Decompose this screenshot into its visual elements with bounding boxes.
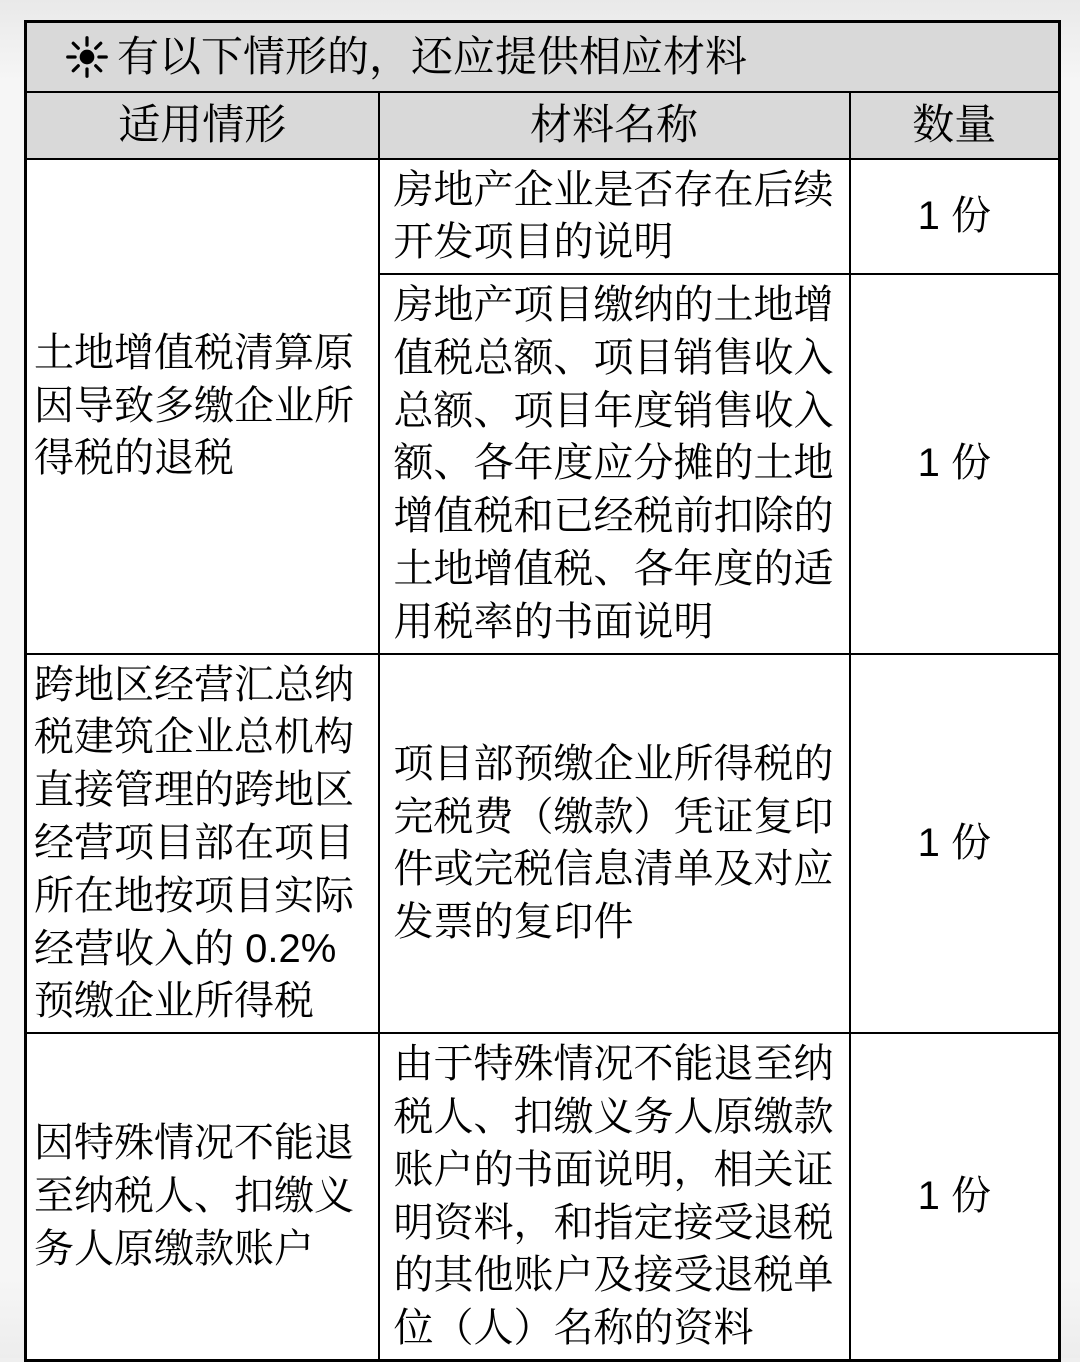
table-row: [26, 1033, 1060, 1360]
header-quantity: 数量: [850, 92, 1060, 159]
table-header-row: [26, 92, 1060, 159]
table-row: [26, 159, 1060, 275]
situation-cell: 因特殊情况不能退至纳税人、扣缴义务人原缴款账户: [26, 1033, 379, 1360]
quantity-cell: 1 份: [850, 1033, 1060, 1360]
header-material: 材料名称: [379, 92, 850, 159]
table-title: [65, 29, 1048, 84]
situation-cell: 跨地区经营汇总纳税建筑企业总机构直接管理的跨地区经营项目部在项目所在地按项目实际经营收入的 0.2%预缴企业所得税: [26, 654, 379, 1034]
sun-icon: [65, 35, 109, 79]
material-cell: 由于特殊情况不能退至纳税人、扣缴义务人原缴款账户的书面说明，相关证明资料，和指定接受退税的其他账户及接受退税单位（人）名称的资料: [379, 1033, 850, 1360]
materials-table: [24, 20, 1061, 1362]
quantity-cell: 1 份: [850, 159, 1060, 275]
table-title-text: 有以下情形的，还应提供相应材料: [117, 33, 748, 81]
table-row: [26, 654, 1060, 1034]
table-title-row: [26, 22, 1060, 92]
header-situation: 适用情形: [26, 92, 379, 159]
quantity-cell: 1 份: [850, 654, 1060, 1034]
table-title-cell: [26, 22, 1060, 92]
material-cell: 房地产项目缴纳的土地增值税总额、项目销售收入总额、项目年度销售收入额、各年度应分摊的土地增值税和已经税前扣除的土地增值税、各年度的适用税率的书面说明: [379, 274, 850, 654]
material-cell: 项目部预缴企业所得税的完税费（缴款）凭证复印件或完税信息清单及对应发票的复印件: [379, 654, 850, 1034]
situation-cell: 土地增值税清算原因导致多缴企业所得税的退税: [26, 159, 379, 654]
material-cell: 房地产企业是否存在后续开发项目的说明: [379, 159, 850, 275]
quantity-cell: 1 份: [850, 274, 1060, 654]
